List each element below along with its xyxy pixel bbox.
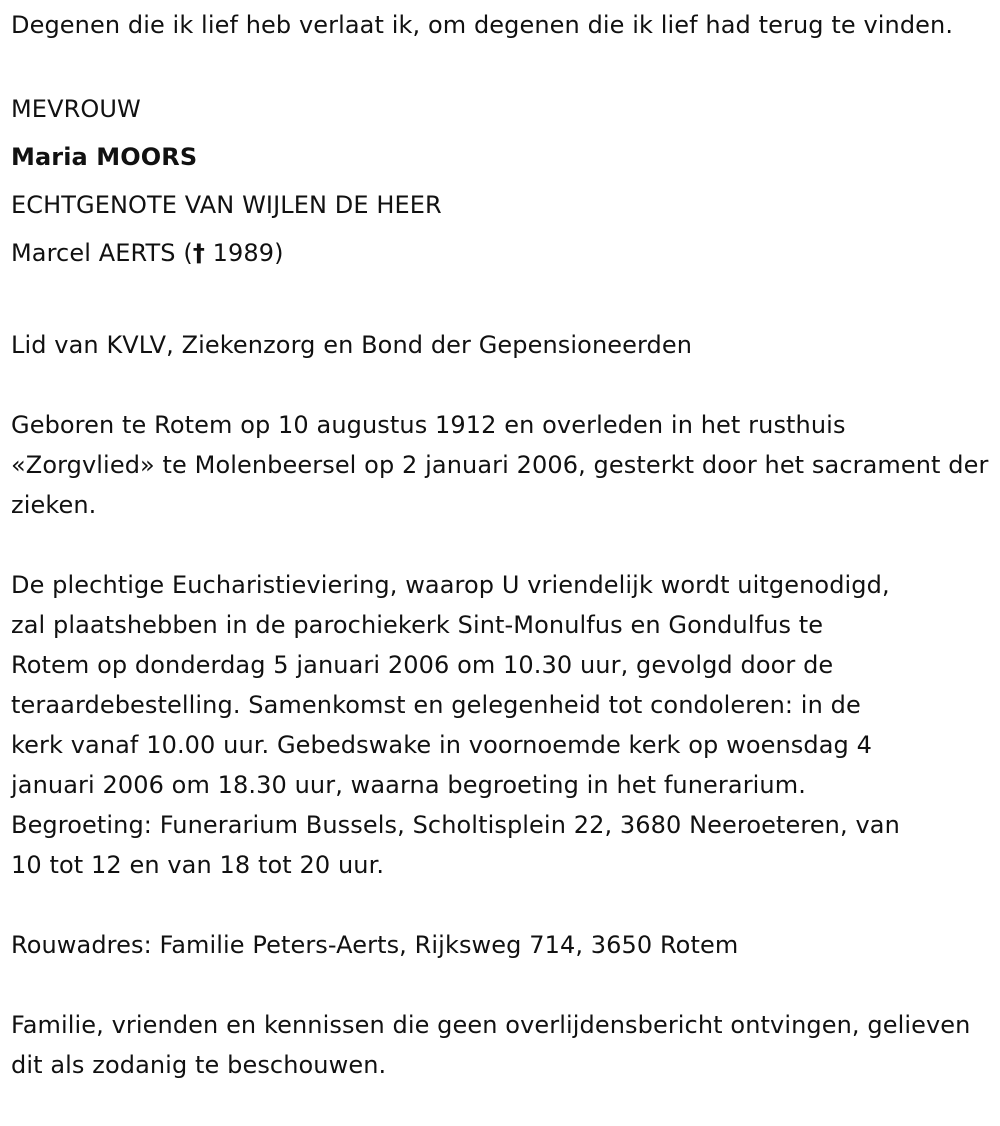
birth-death-text: Geboren te Rotem op 10 augustus 1912 en overleden in het rusthuis «Zorgvlied» te Molenbeersel op 2 januari 2006, gesterkt door het sacrament der zieken. — [11, 411, 989, 519]
spacer — [11, 885, 991, 925]
deceased-name: Maria MOORS — [11, 143, 198, 171]
name-block — [11, 85, 991, 277]
spacer — [11, 965, 991, 1005]
spacer — [11, 365, 991, 405]
closing-text: Familie, vrienden en kennissen die geen overlijdensbericht ontvingen, gelieven dit als zodanig te beschouwen. — [11, 1011, 971, 1079]
ceremony-line: Begroeting: Funerarium Bussels, Scholtisplein 22, 3680 Neeroeteren, van — [11, 811, 900, 839]
death-notice — [11, 5, 991, 1085]
ceremony-line: 10 tot 12 en van 18 tot 20 uur. — [11, 851, 385, 879]
ceremony-line: januari 2006 om 18.30 uur, waarna begroeting in het funerarium. — [11, 771, 806, 799]
ceremony-line: kerk vanaf 10.00 uur. Gebedswake in voornoemde kerk op woensdag 4 — [11, 731, 872, 759]
birth-death-block — [11, 405, 991, 525]
relation-text: ECHTGENOTE VAN WIJLEN DE HEER — [11, 191, 442, 219]
membership-text: Lid van KVLV, Ziekenzorg en Bond der Gepensioneerden — [11, 331, 693, 359]
ceremony-line: De plechtige Eucharistieviering, waarop U vriendelijk wordt uitgenodigd, — [11, 571, 890, 599]
motto-block — [11, 5, 991, 45]
honorific-title: MEVROUW — [11, 95, 141, 123]
ceremony-line: zal plaatshebben in de parochiekerk Sint-Monulfus en Gondulfus te — [11, 611, 824, 639]
membership-block — [11, 325, 991, 365]
motto-text: Degenen die ik lief heb verlaat ik, om degenen die ik lief had terug te vinden. — [11, 11, 954, 39]
address-block — [11, 925, 991, 965]
spacer — [11, 525, 991, 565]
mourning-address: Rouwadres: Familie Peters-Aerts, Rijksweg 714, 3650 Rotem — [11, 931, 739, 959]
spouse-name: Marcel AERTS ( — [11, 239, 193, 267]
ceremony-line: Rotem op donderdag 5 januari 2006 om 10.30 uur, gevolgd door de — [11, 651, 834, 679]
ceremony-line: teraardebestelling. Samenkomst en gelegenheid tot condoleren: in de — [11, 691, 861, 719]
spouse-line — [11, 229, 991, 277]
spacer — [11, 285, 991, 325]
spouse-death-year: 1989) — [212, 239, 284, 267]
cross-icon: † — [192, 239, 205, 267]
closing-block — [11, 1005, 991, 1085]
ceremony-block — [11, 565, 991, 885]
spacer — [11, 45, 991, 85]
spacer — [11, 277, 991, 285]
